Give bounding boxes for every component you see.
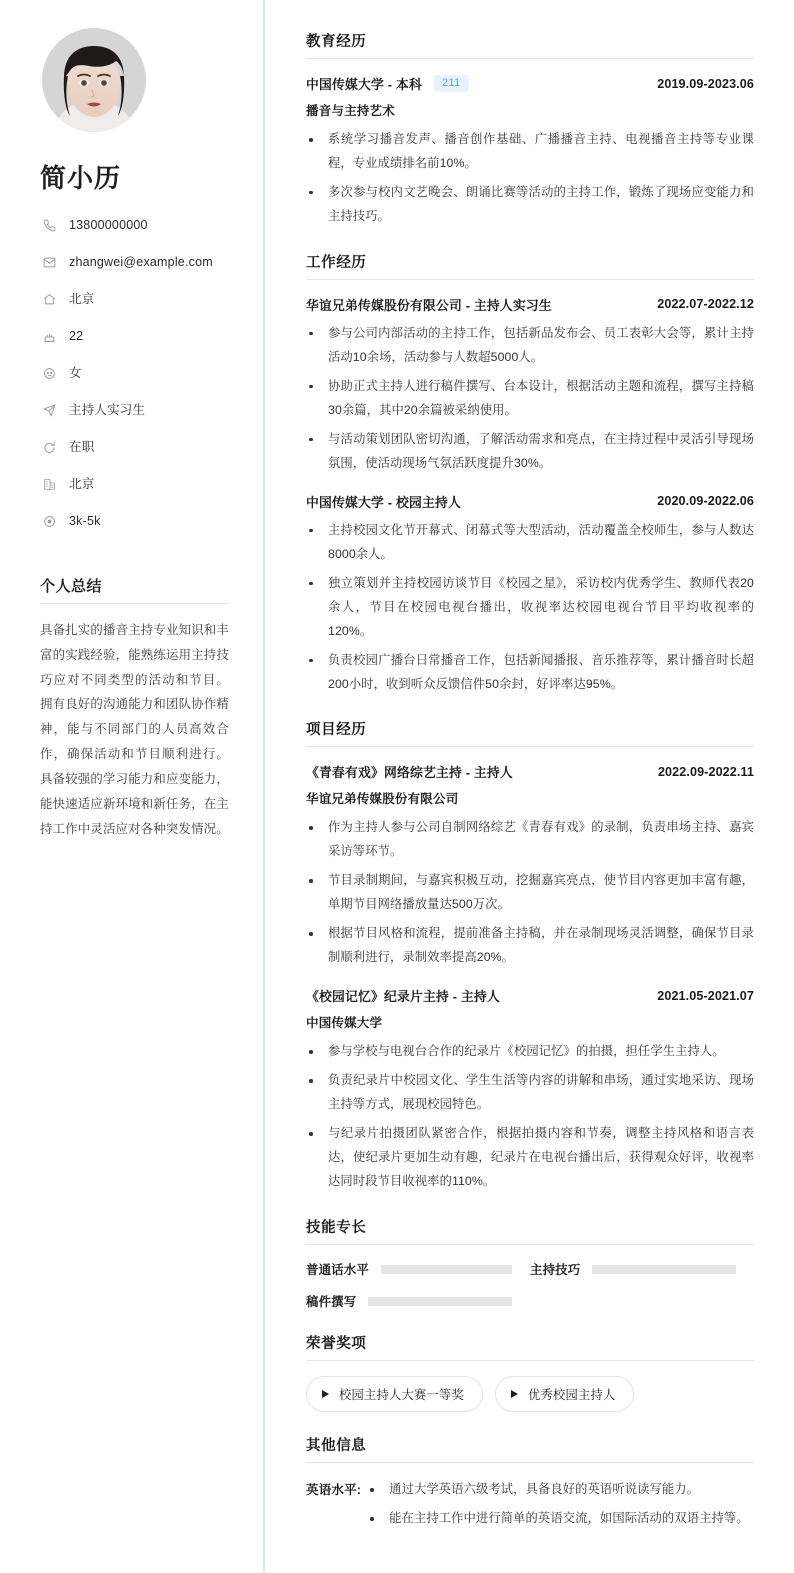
skill-label: 稿件撰写 (306, 1295, 357, 1310)
skill-item (530, 1260, 754, 1278)
skills-grid (306, 1260, 754, 1310)
person-name: 简小历 (40, 163, 122, 193)
info-value-email: zhangwei@example.com (69, 254, 213, 269)
info-value-age: 22 (69, 328, 84, 343)
avatar (42, 28, 146, 132)
other-info-label: 英语水平: (306, 1483, 362, 1498)
skill-label: 普通话水平 (306, 1263, 369, 1278)
section-education (306, 30, 754, 229)
list-item: 负责纪录片中校园文化、学生生活等内容的讲解和串场，通过实地采访、现场主持等方式，展现校园特色。 (306, 1069, 754, 1117)
triangle-right-icon (322, 1390, 329, 1398)
info-value-gender: 女 (69, 365, 82, 380)
work-org: 中国传媒大学 - 校园主持人 (306, 494, 461, 510)
portrait-photo-icon (42, 28, 146, 132)
summary-heading: 个人总结 (40, 575, 229, 604)
sidebar (0, 0, 265, 1573)
honor-tag-label: 校园主持人大赛一等奖 (339, 1388, 464, 1403)
entry-header (306, 492, 754, 511)
email-icon (41, 256, 58, 269)
work-date: 2022.07-2022.12 (657, 297, 754, 312)
summary-text: 具备扎实的播音主持专业知识和丰富的实践经验，能熟练运用主持技巧应对不同类型的活动和节目。 拥有良好的沟通能力和团队协作精神，能与不同部门的人员高效合作，确保活动和节目顺利进行。 具备较强的学习能力和应变能力，能快速适应新环境和新任务，在主持工作中灵活应对各种突发情况。 (40, 623, 229, 836)
info-row-position (41, 398, 229, 422)
work-entry (306, 295, 754, 476)
info-row-salary (41, 509, 229, 533)
info-value-salary: 3k-5k (69, 513, 101, 528)
section-title-skills: 技能专长 (306, 1216, 754, 1245)
list-item: 独立策划并主持校园访谈节目《校园之星》，采访校内优秀学生、教师代表20余人，节目在校园电视台播出，收视率达校园电视台节目平均收视率的120%。 (306, 572, 754, 644)
home-icon (41, 293, 58, 306)
info-value-location: 北京 (69, 476, 95, 491)
list-item: 参与公司内部活动的主持工作，包括新品发布会、员工表彰大会等，累计主持活动10余场，活动参与人数超5000人。 (306, 322, 754, 370)
project-name: 《校园记忆》纪录片主持 - 主持人 (306, 989, 500, 1005)
info-row-location (41, 472, 229, 496)
work-entry (306, 492, 754, 697)
work-date: 2020.09-2022.06 (657, 494, 754, 509)
cake-icon (41, 330, 58, 343)
avatar-container (34, 28, 229, 132)
list-item: 与活动策划团队密切沟通，了解活动需求和亮点，在主持过程中灵活引导现场氛围，使活动现场气氛活跃度提升30%。 (306, 428, 754, 476)
section-title-other: 其他信息 (306, 1434, 754, 1463)
section-honors (306, 1332, 754, 1412)
gender-icon (41, 367, 58, 380)
triangle-right-icon (511, 1390, 518, 1398)
list-item: 根据节目风格和流程，提前准备主持稿，并在录制现场灵活调整，确保节目录制顺利进行，录制效率提高20%。 (306, 922, 754, 970)
building-icon (41, 478, 58, 491)
list-item: 与纪录片拍摄团队紧密合作，根据拍摄内容和节奏，调整主持风格和语言表达，使纪录片更加生动有趣，纪录片在电视台播出后，获得观众好评，收视率达同时段节目收视率的110%。 (306, 1122, 754, 1194)
main-content (265, 0, 794, 1573)
other-bullets (367, 1478, 754, 1531)
project-bullets (306, 816, 754, 970)
section-title-work: 工作经历 (306, 251, 754, 280)
project-company: 中国传媒大学 (306, 1016, 383, 1031)
project-date: 2022.09-2022.11 (657, 764, 754, 779)
info-row-status (41, 435, 229, 459)
section-title-honors: 荣誉奖项 (306, 1332, 754, 1361)
entry-header (306, 762, 754, 781)
education-bullets (306, 128, 754, 229)
project-date: 2021.05-2021.07 (657, 988, 754, 1003)
section-title-education: 教育经历 (306, 30, 754, 59)
project-name: 《青春有戏》网络综艺主持 - 主持人 (306, 765, 513, 781)
education-entry (306, 74, 754, 229)
work-org: 华谊兄弟传媒股份有限公司 - 主持人实习生 (306, 297, 552, 313)
skill-progress-track (592, 1265, 736, 1274)
info-value-hometown: 北京 (69, 291, 95, 306)
section-other (306, 1434, 754, 1531)
status-badge: 211 (434, 75, 469, 92)
section-title-project: 项目经历 (306, 718, 754, 747)
info-row-phone (41, 213, 229, 237)
contact-info-list (34, 213, 229, 533)
phone-icon (41, 219, 58, 232)
info-row-age (41, 324, 229, 348)
education-major: 播音与主持艺术 (306, 104, 395, 118)
list-item: 主持校园文化节开幕式、闭幕式等大型活动，活动覆盖全校师生，参与人数达8000余人。 (306, 519, 754, 567)
work-bullets (306, 322, 754, 476)
list-item: 节目录制期间，与嘉宾积极互动，挖掘嘉宾亮点，使节目内容更加丰富有趣，单期节目网络播放量达500万次。 (306, 869, 754, 917)
other-info-row (306, 1478, 754, 1531)
skill-item (306, 1260, 530, 1278)
info-value-position: 主持人实习生 (69, 402, 146, 417)
list-item: 系统学习播音发声、播音创作基础、广播播音主持、电视播音主持等专业课程，专业成绩排名前10%。 (306, 128, 754, 176)
honor-tag-list (306, 1376, 754, 1412)
skill-progress-track (368, 1297, 512, 1306)
info-row-gender (41, 361, 229, 385)
info-value-status: 在职 (69, 439, 95, 454)
entry-header (306, 986, 754, 1005)
work-bullets (306, 519, 754, 697)
salary-icon (41, 515, 58, 528)
info-value-phone: 13800000000 (69, 217, 148, 232)
list-item: 能在主持工作中进行简单的英语交流，如国际活动的双语主持等。 (367, 1507, 754, 1531)
honor-tag (306, 1376, 483, 1412)
section-work (306, 251, 754, 697)
project-bullets (306, 1040, 754, 1194)
info-row-email (41, 250, 229, 274)
project-entry (306, 762, 754, 970)
entry-header (306, 74, 754, 93)
list-item: 负责校园广播台日常播音工作，包括新闻播报、音乐推荐等，累计播音时长超200小时，收到听众反馈信件50余封，好评率达95%。 (306, 649, 754, 697)
education-org-row (306, 74, 469, 93)
list-item: 多次参与校内文艺晚会、朗诵比赛等活动的主持工作，锻炼了现场应变能力和主持技巧。 (306, 181, 754, 229)
list-item: 通过大学英语六级考试，具备良好的英语听说读写能力。 (367, 1478, 754, 1502)
paper-plane-icon (41, 404, 58, 417)
project-company: 华谊兄弟传媒股份有限公司 (306, 792, 459, 807)
honor-tag-label: 优秀校园主持人 (527, 1388, 616, 1403)
education-date: 2019.09-2023.06 (657, 76, 754, 91)
entry-header (306, 295, 754, 314)
status-icon (41, 441, 58, 454)
info-row-hometown (41, 287, 229, 311)
section-skills (306, 1216, 754, 1310)
skill-item (306, 1292, 530, 1310)
list-item: 协助正式主持人进行稿件撰写、台本设计，根据活动主题和流程，撰写主持稿30余篇，其中20余篇被采纳使用。 (306, 375, 754, 423)
list-item: 作为主持人参与公司自制网络综艺《青春有戏》的录制，负责串场主持、嘉宾采访等环节。 (306, 816, 754, 864)
honor-tag (495, 1376, 634, 1412)
section-project (306, 718, 754, 1194)
list-item: 参与学校与电视台合作的纪录片《校园记忆》的拍摄，担任学生主持人。 (306, 1040, 754, 1064)
education-org: 中国传媒大学 - 本科 (306, 77, 422, 92)
skill-progress-track (381, 1265, 512, 1274)
summary-section (34, 575, 229, 841)
skill-label: 主持技巧 (530, 1263, 581, 1278)
project-entry (306, 986, 754, 1194)
